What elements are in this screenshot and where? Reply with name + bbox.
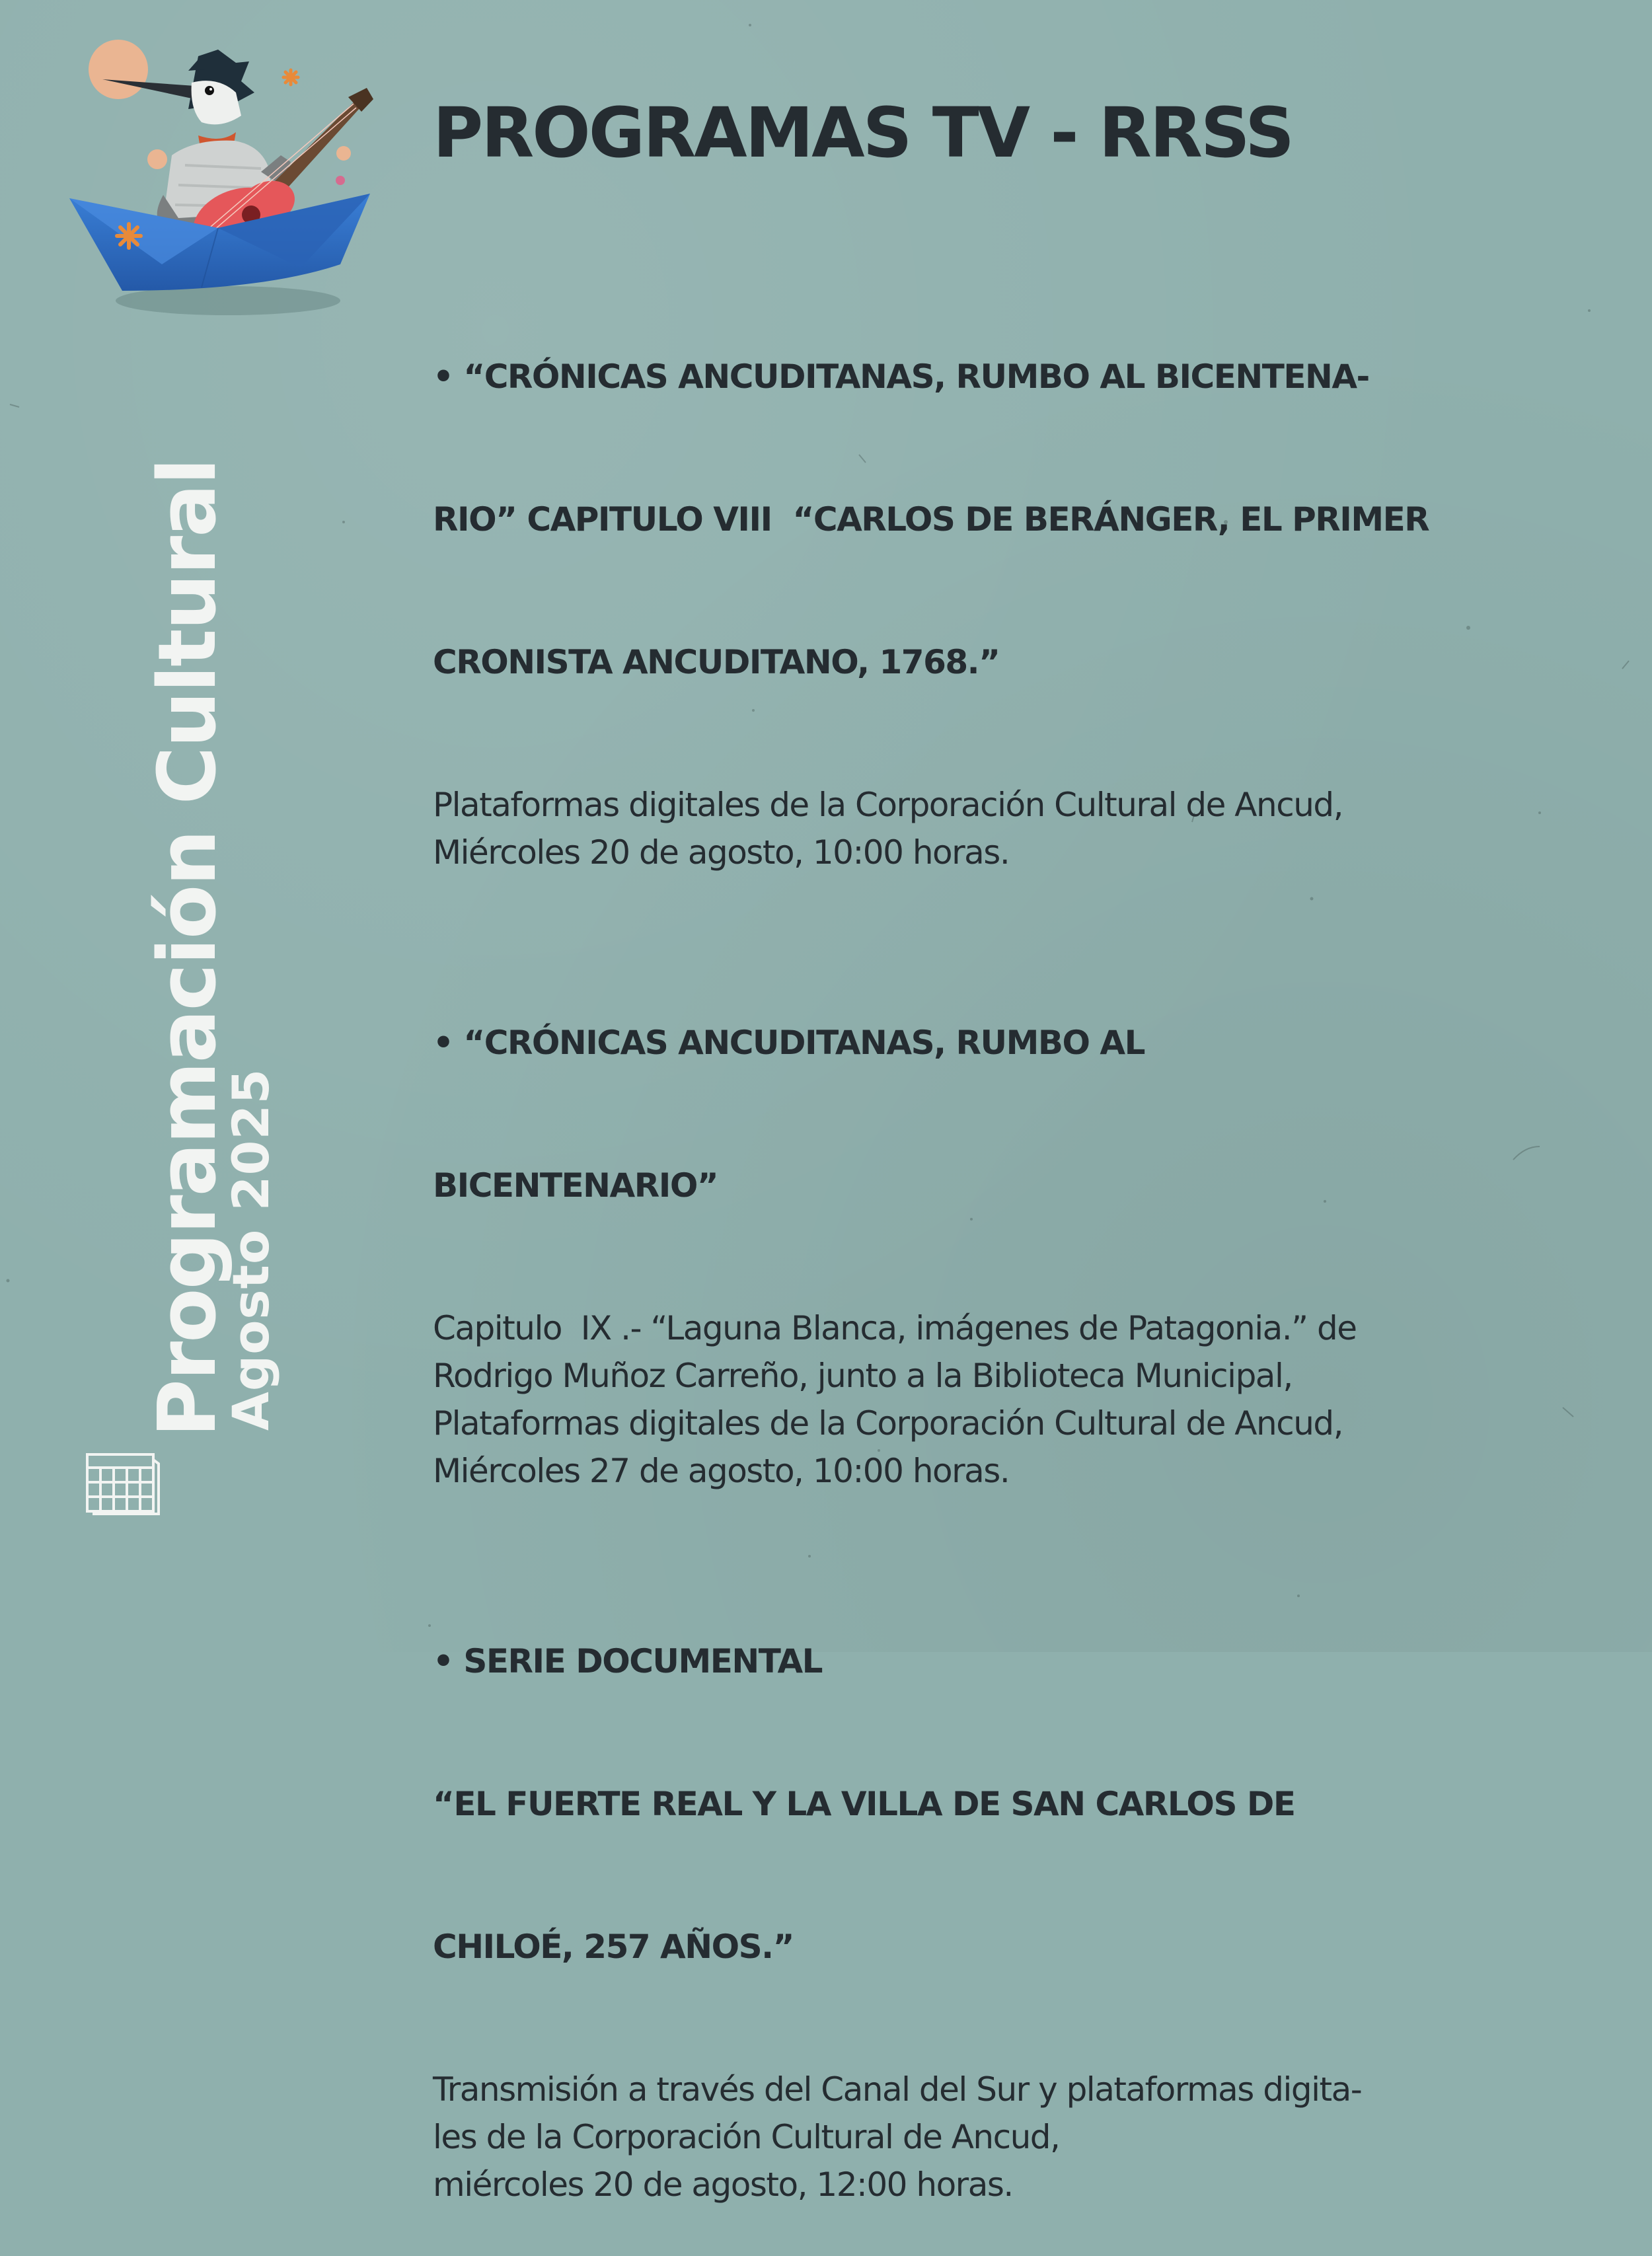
asterisk-icon xyxy=(283,70,298,85)
program-entry-heading xyxy=(433,258,1517,781)
sidebar-title: Programación Cultural xyxy=(142,459,234,1437)
program-entry-heading xyxy=(433,1542,1517,2066)
detail-line: Miércoles 27 de agosto, 10:00 horas. xyxy=(433,1452,1010,1490)
detail-line: miércoles 20 de agosto, 12:00 horas. xyxy=(433,2165,1013,2204)
heading-line: RIO” CAPITULO VIII “CARLOS DE BERÁNGER, EL PRIMER xyxy=(433,500,1429,539)
program-list xyxy=(433,258,1517,2256)
sun-circle xyxy=(89,40,148,99)
heading-line: • “CRÓNICAS ANCUDITANAS, RUMBO AL BICENTENA- xyxy=(433,357,1369,396)
kingfisher-boat-illustration xyxy=(63,30,380,334)
program-entry xyxy=(433,1542,1517,2208)
heading-line: CRONISTA ANCUDITANO, 1768.” xyxy=(433,643,1000,681)
detail-line: Rodrigo Muñoz Carreño, junto a la Biblioteca Municipal, xyxy=(433,1357,1293,1395)
calendar-icon xyxy=(85,1450,161,1517)
program-entry xyxy=(433,924,1517,1495)
heading-line: “EL FUERTE REAL Y LA VILLA DE SAN CARLOS DE xyxy=(433,1785,1295,1823)
detail-line: les de la Corporación Cultural de Ancud, xyxy=(433,2118,1060,2156)
detail-line: Capitulo IX .- “Laguna Blanca, imágenes de Patagonia.” de xyxy=(433,1309,1357,1347)
page-title: PROGRAMAS TV - RRSS xyxy=(433,93,1293,173)
program-entry-heading xyxy=(433,924,1517,1304)
sidebar-subtitle: Agosto 2025 xyxy=(221,1068,280,1431)
heading-line: • “CRÓNICAS ANCUDITANAS, RUMBO AL xyxy=(433,1024,1145,1062)
detail-line: Plataformas digitales de la Corporación Cultural de Ancud, xyxy=(433,1404,1343,1443)
detail-line: Plataformas digitales de la Corporación Cultural de Ancud, xyxy=(433,786,1343,824)
detail-line: Transmisión a través del Canal del Sur y plataformas digita- xyxy=(433,2070,1362,2109)
detail-line: Miércoles 20 de agosto, 10:00 horas. xyxy=(433,833,1010,872)
heading-line: • SERIE DOCUMENTAL xyxy=(433,1642,823,1680)
heading-line: CHILOÉ, 257 AÑOS.” xyxy=(433,1928,794,1966)
program-entry xyxy=(433,258,1517,876)
heading-line: BICENTENARIO” xyxy=(433,1166,718,1205)
